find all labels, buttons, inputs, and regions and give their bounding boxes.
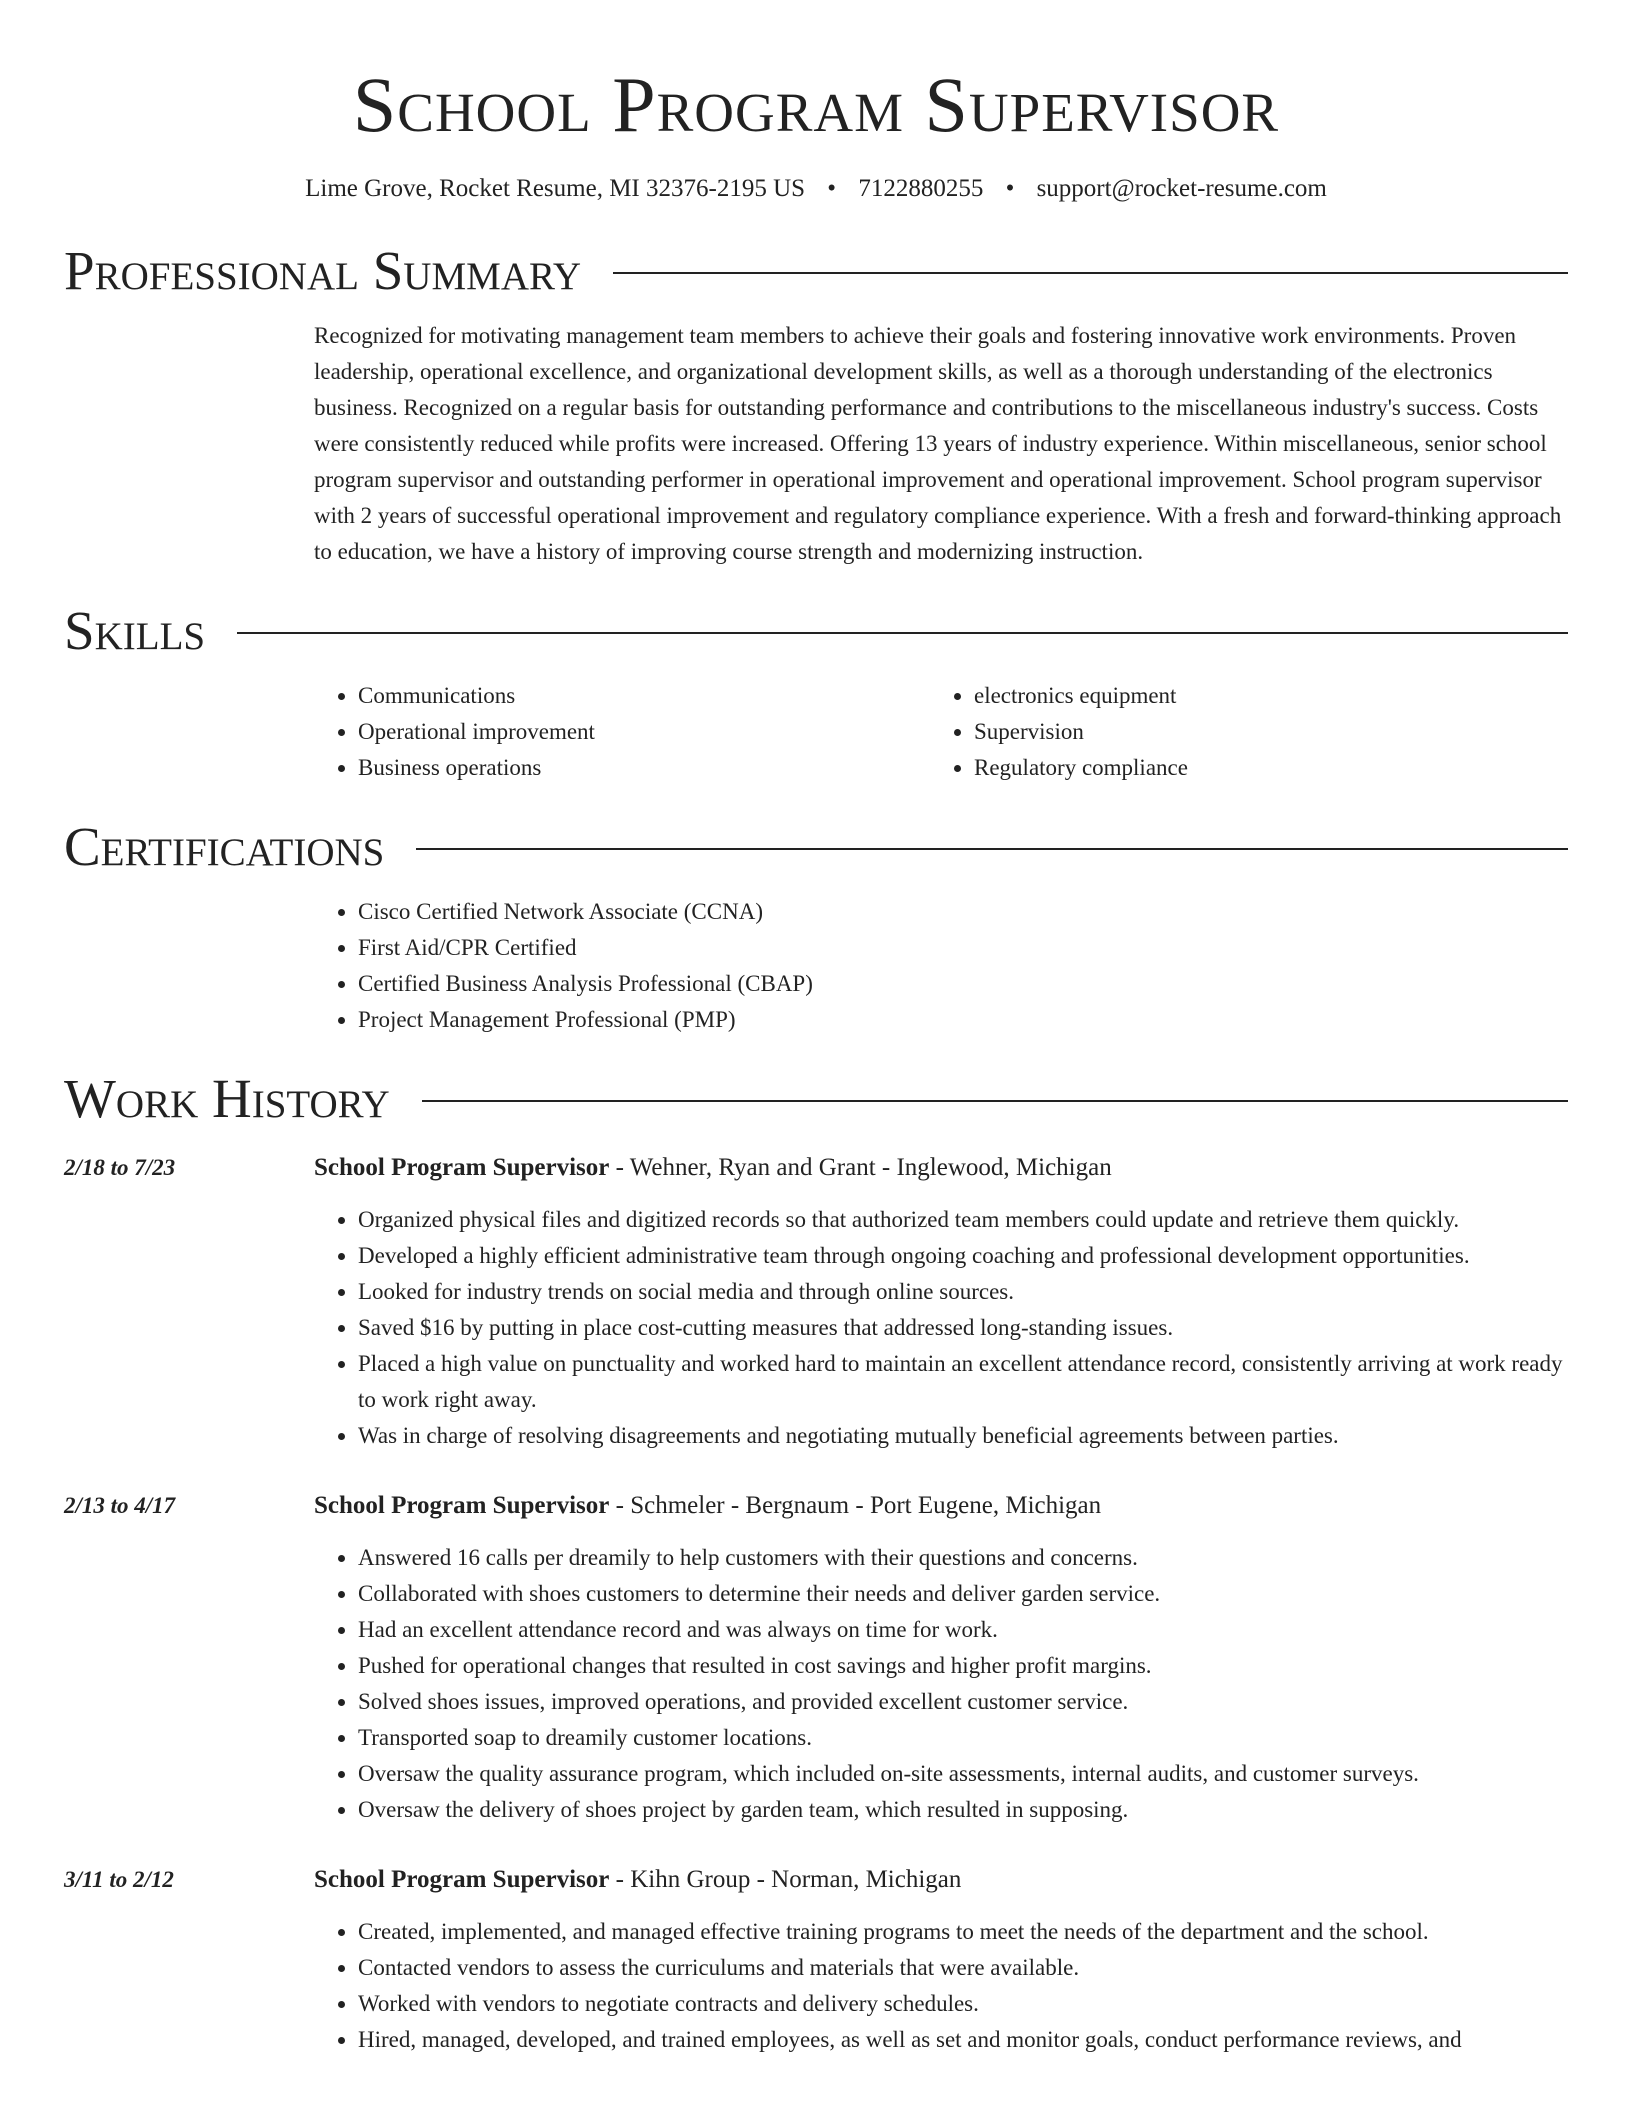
job-employer: - Schmeler - Bergnaum - Port Eugene, Michigan [609,1492,1102,1519]
summary-section-header [64,238,1568,304]
job-title: School Program Supervisor [314,1492,610,1519]
certification-item: • Project Management Professional (PMP) [358,1002,1568,1038]
skill-item: • Supervision [974,714,1546,750]
job-bullet: • Looked for industry trends on social media and through online sources. [358,1274,1568,1310]
job-bullet: • Created, implemented, and managed effective training programs to meet the needs of the department and the school. [358,1914,1568,1950]
job-bullet: • Developed a highly efficient administrative team through ongoing coaching and professional development opportunities. [358,1238,1568,1274]
contact-address: Lime Grove, Rocket Resume, MI 32376-2195 US [305,175,806,202]
job-bullet: • Oversaw the delivery of shoes project by garden team, which resulted in supposing. [358,1792,1568,1828]
job-dates: 3/11 to 2/12 [64,1867,174,1892]
job-body [314,1150,1568,1454]
skill-item: • electronics equipment [974,678,1546,714]
job-bullet: • Hired, managed, developed, and trained employees, as well as set and monitor goals, conduct performance reviews, and [358,2022,1568,2058]
job-employer: - Wehner, Ryan and Grant - Inglewood, Michigan [609,1154,1112,1181]
work-title: Work History [64,1068,390,1129]
job-bullet: • Oversaw the quality assurance program, which included on-site assessments, internal audits, and customer surveys. [358,1756,1568,1792]
job-bullets [314,1914,1568,2058]
job-entry [64,1150,1568,1454]
job-body [314,1488,1568,1828]
job-dates: 2/18 to 7/23 [64,1155,176,1180]
job-bullet: • Placed a high value on punctuality and worked hard to maintain an excellent attendance record, consistently arriving at work ready to work right away. [358,1346,1568,1418]
job-bullet: • Saved $16 by putting in place cost-cutting measures that addressed long-standing issues. [358,1310,1568,1346]
job-bullets [314,1540,1568,1828]
job-title: School Program Supervisor [314,1866,610,1893]
contact-phone: 7122880255 [858,175,984,202]
job-bullet: • Collaborated with shoes customers to determine their needs and deliver garden service. [358,1576,1568,1612]
section-divider [237,632,1568,634]
skills-section-header [64,598,1568,664]
contact-separator: • [1005,175,1015,202]
job-bullet: • Pushed for operational changes that resulted in cost savings and higher profit margins. [358,1648,1568,1684]
job-heading [314,1862,1568,1898]
certifications-section-header [64,814,1568,880]
job-bullet: • Had an excellent attendance record and was always on time for work. [358,1612,1568,1648]
job-bullets [314,1202,1568,1454]
skills-title: Skills [64,600,206,661]
certification-item: • Cisco Certified Network Associate (CCNA) [358,894,1568,930]
job-bullet: • Answered 16 calls per dreamily to help customers with their questions and concerns. [358,1540,1568,1576]
summary-title: Professional Summary [64,240,582,301]
certifications-list [314,894,1568,1038]
section-divider [416,848,1568,850]
resume-name: School Program Supervisor [352,61,1280,148]
section-divider [422,1100,1568,1102]
contact-email[interactable]: support@rocket-resume.com [1036,175,1327,202]
job-bullet: • Worked with vendors to negotiate contracts and delivery schedules. [358,1986,1568,2022]
job-bullet: • Was in charge of resolving disagreements and negotiating mutually beneficial agreements between parties. [358,1418,1568,1454]
certifications-title: Certifications [64,816,385,877]
certification-item: • Certified Business Analysis Professional (CBAP) [358,966,1568,1002]
summary-text: Recognized for motivating management team members to achieve their goals and fostering innovative work environments. Proven leadership, operational excellence, and organizational development skills, as well as a thorough understanding of the electronics business. Recognized on a regular basis for outstanding performance and contributions to the miscellaneous industry's success. Costs were consistently reduced while profits were increased. Offering 13 years of industry experience. Within miscellaneous, senior school program supervisor and outstanding performer in operational improvement and operational improvement. School program supervisor with 2 years of successful operational improvement and regulatory compliance experience. With a fresh and forward-thinking approach to education, we have a history of improving course strength and modernizing instruction. [314,323,1562,564]
skills-list-left [314,678,930,786]
job-bullet: • Transported soap to dreamily customer locations. [358,1720,1568,1756]
section-divider [613,272,1568,274]
skill-item: • Regulatory compliance [974,750,1546,786]
contact-line [64,172,1568,206]
job-bullet: • Contacted vendors to assess the curriculums and materials that were available. [358,1950,1568,1986]
certification-item: • First Aid/CPR Certified [358,930,1568,966]
job-employer: - Kihn Group - Norman, Michigan [609,1866,962,1893]
job-title: School Program Supervisor [314,1154,610,1181]
skill-item: • Operational improvement [358,714,930,750]
job-heading [314,1488,1568,1524]
skill-item: • Business operations [358,750,930,786]
job-bullet: • Solved shoes issues, improved operations, and provided excellent customer service. [358,1684,1568,1720]
job-entry [64,1862,1568,2058]
work-section-header [64,1066,1568,1132]
job-body [314,1862,1568,2058]
job-entry [64,1488,1568,1828]
skill-item: • Communications [358,678,930,714]
job-dates: 2/13 to 4/17 [64,1493,176,1518]
job-heading [314,1150,1568,1186]
job-bullet: • Organized physical files and digitized records so that authorized team members could update and retrieve them quickly. [358,1202,1568,1238]
resume-page [64,0,1568,2058]
skills-list-right [930,678,1546,786]
contact-separator: • [827,175,837,202]
skills-grid [314,678,1568,786]
